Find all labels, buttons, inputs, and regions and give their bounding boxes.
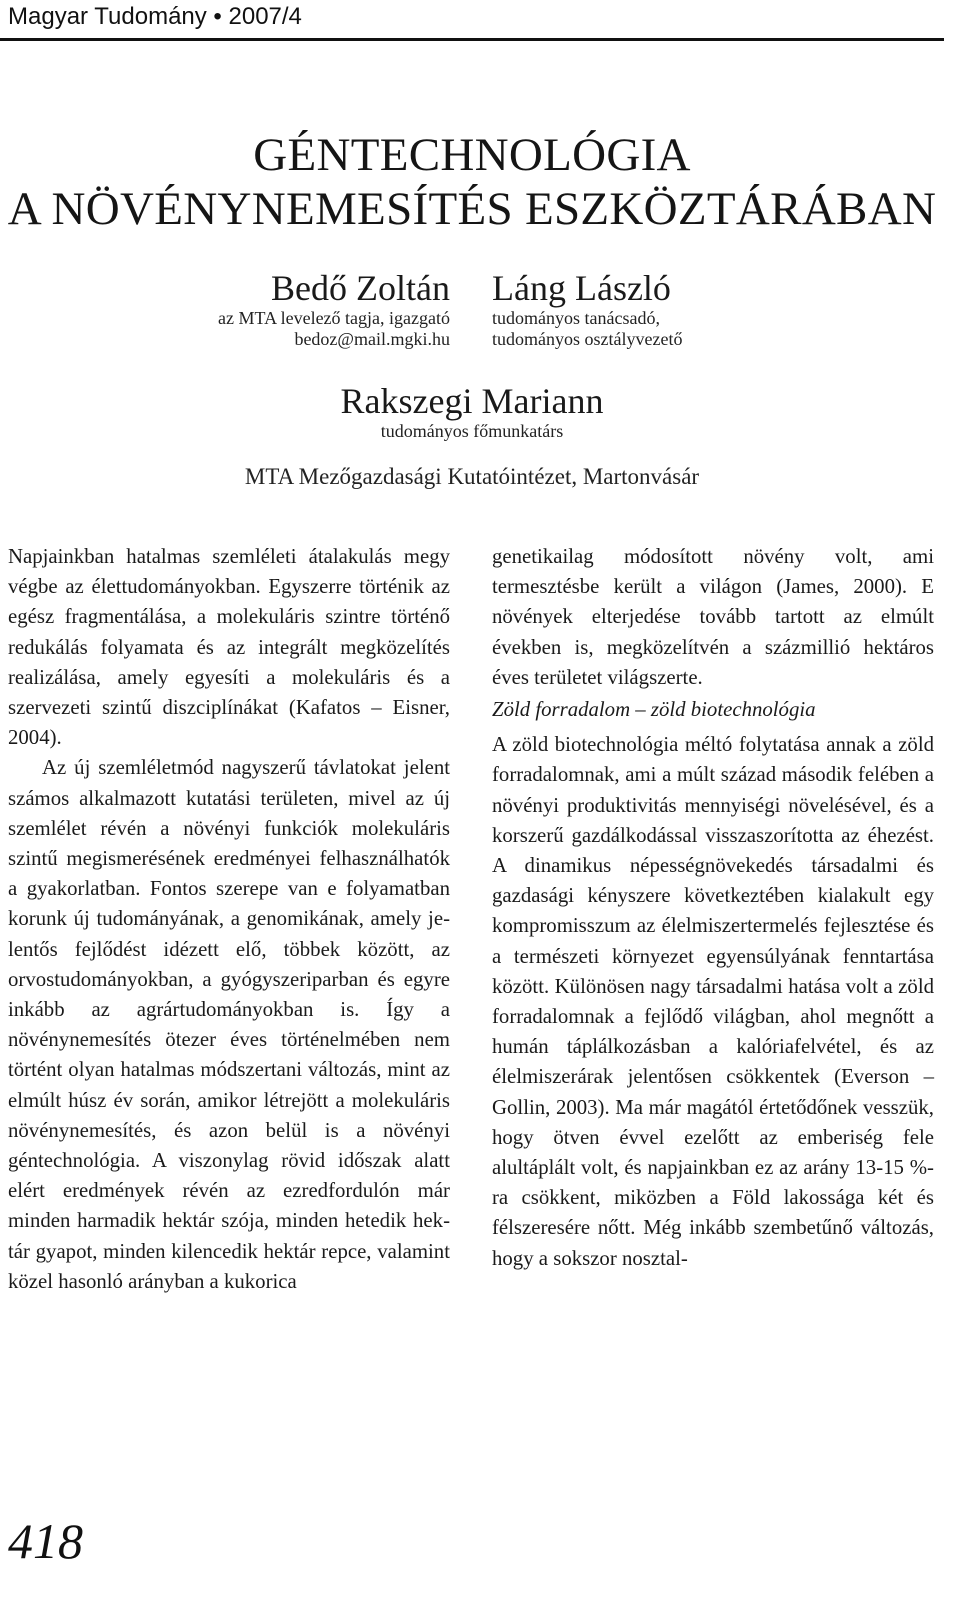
institute-affiliation: MTA Mezőgazdasági Kutatóintézet, Martonvásár <box>244 464 700 489</box>
author-role: tudományos tanácsadó, <box>492 308 660 328</box>
author-email: bedoz@mail.mgki.hu <box>294 329 450 349</box>
article-title <box>0 128 944 236</box>
page-number: 418 <box>8 1513 83 1569</box>
author-block-rakszegi <box>0 381 944 442</box>
paragraph: genetikailag módosított növény volt, ami termesztésbe került a világon (James, 2000). E növények elterjedése tovább tartott az elmúlt években is, megközelítvén a százmillió hektáros éves területet világszerte. <box>492 545 934 689</box>
journal-running-head: Magyar Tudomány • 2007/4 <box>8 3 302 30</box>
author-name: Rakszegi Mariann <box>340 381 604 421</box>
author-block-lang <box>492 268 682 350</box>
paragraph: Napjainkban hatalmas szemléleti átalakulás megy végbe az élettudományokban. Egyszerre történik az egész fragmentálása, a molekuláris szintre történő redukálás folyamata és az integrált megközelítés realizálása, amely egyesíti a molekuláris és a szervezeti szintű diszciplínákat (Kafatos – Eisner, 2004). <box>8 545 450 750</box>
author-role-2: tudományos osztályvezető <box>492 329 683 349</box>
author-role: az MTA levelező tagja, igazgató <box>218 308 450 328</box>
author-name: Bedő Zoltán <box>271 268 450 308</box>
author-block-bedo <box>218 268 450 350</box>
title-line-1: GÉNTECHNOLÓGIA <box>253 129 691 181</box>
paragraph: A zöld biotechnológia méltó folytatása annak a zöld forradalomnak, ami a múlt század második felében a növényi produktivitás mennyiségi növelésével, és a korszerű gazdálkodással visszaszorította az éhezést. A dinamikus népességnövekedés társadalmi és gazdasági kényszere következtében kialakult egy kompromisszum az élelmiszertermelés fejlesztése és a természeti környezet egyensúlyának fenntartása között. Különösen nagy társadalmi hatása volt a zöld forradalomnak a fejlődő világban, ahol megnőtt a humán táplálkozásban a kalóriafelvétel, és az élelmiszerárak jelentősen csökkentek (Everson – Gollin, 2003). Ma már magától értetődőnek vesszük, hogy ötven évvel ezelőtt az emberiség fele alultáplált volt, és napjainkban ez az arány 13-15 %-ra csökkent, miközben a Föld lakossága két és félszeresére nőtt. Még inkább szembetűnő változás, hogy a sokszor nosztal- <box>492 733 934 1270</box>
author-name: Láng László <box>492 268 671 308</box>
author-role: tudományos főmunkatárs <box>380 421 564 441</box>
body-column-right <box>492 542 934 1274</box>
header-rule <box>0 38 944 41</box>
body-column-left <box>8 542 450 1297</box>
title-line-2: A NÖVÉNYNEMESÍTÉS ESZKÖZTÁRÁBAN <box>7 183 937 235</box>
section-subheading: Zöld forradalom – zöld biotechnológia <box>492 698 816 722</box>
paragraph: Az új szemléletmód nagyszerű távlatokat jelent számos alkalmazott kutatási területen, mivel az új szemlélet révén a növényi funkciók molekuláris szintű megismerésének eredményei felhasználhatók a gyakorlatban. Fontos szerepe van e folyamatban korunk új tudományának, a genomikának, amely jelentős fejlődést idézett elő, többek között, az orvostudományokban, a gyógyszeriparban és egyre inkább az agrártudományokban is. Így a növénynemesítés ötezer éves történelmében nem történt olyan hatalmas módszertani változás, mint az elmúlt húsz év során, amikor létrejött a molekuláris növénynemesítés, és azon belül is a növényi géntechnológia. A viszonylag rövid időszak alatt elért eredmények révén az ezredfordulón már minden harmadik hektár szója, minden hetedik hektár gyapot, minden kilencedik hektár repce, valamint közel hasonló arányban a kukorica <box>8 756 450 1293</box>
